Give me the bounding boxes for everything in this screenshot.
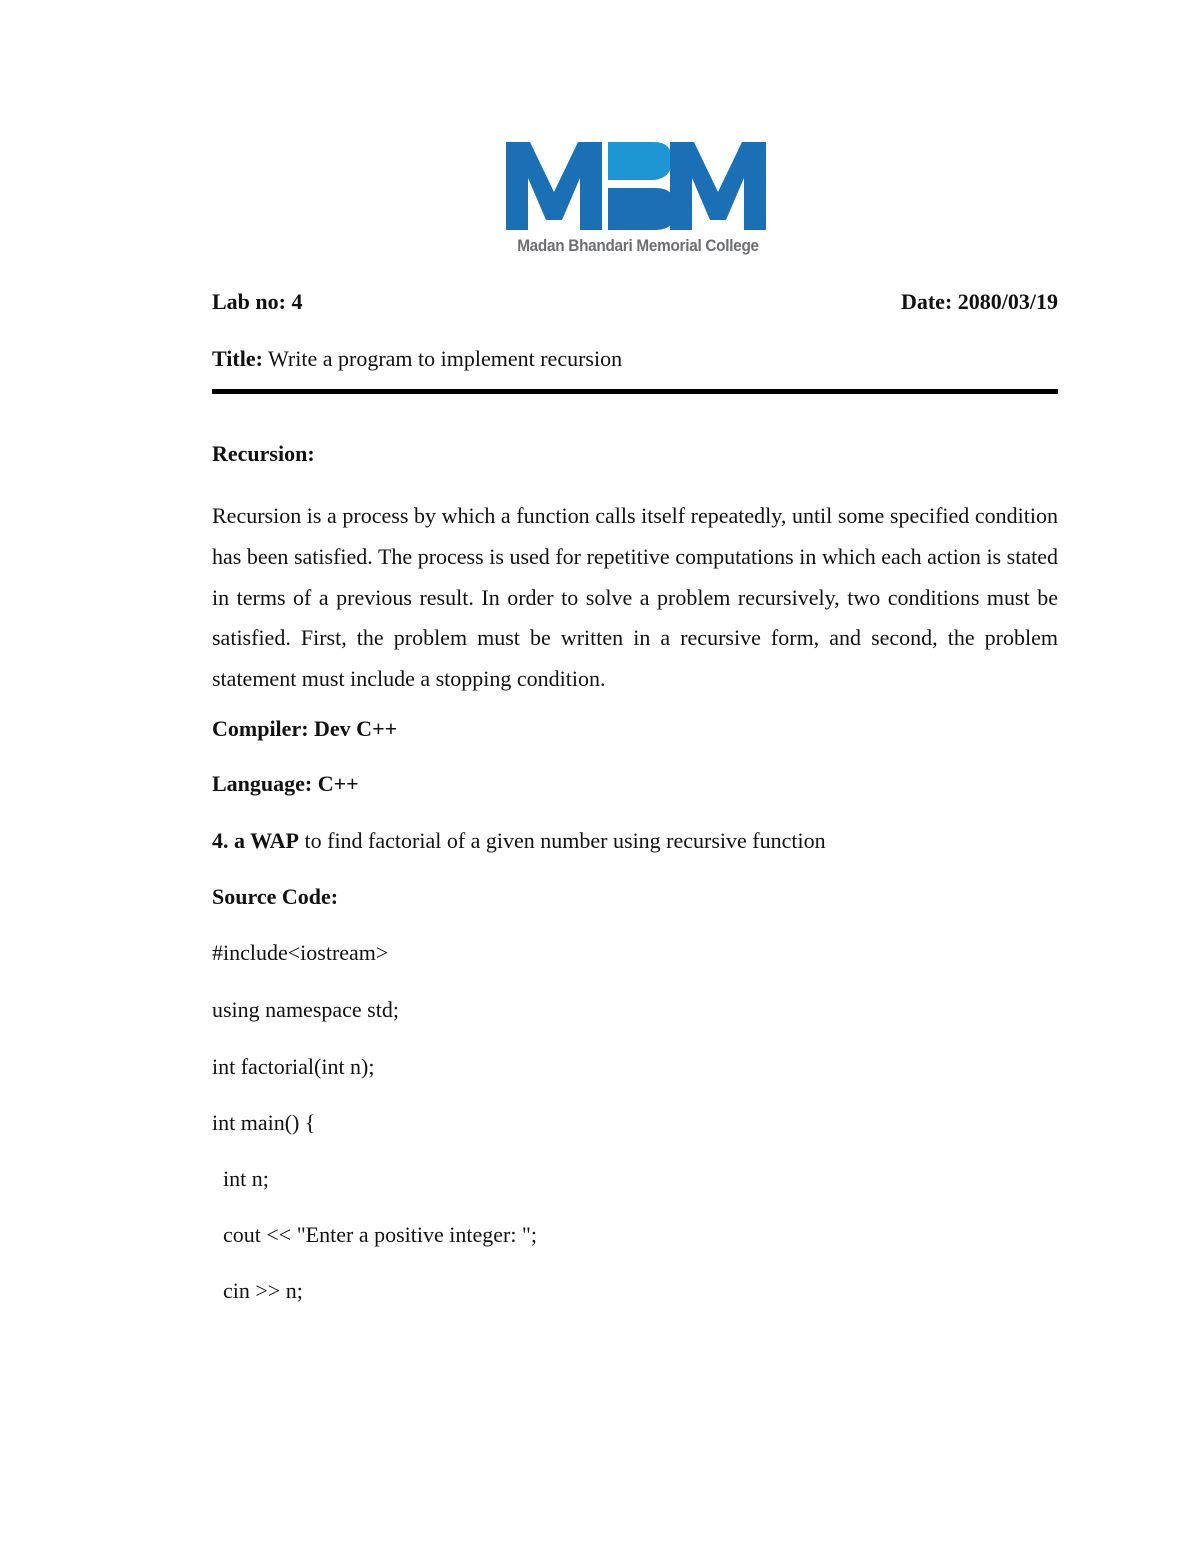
language-line: Language: C++ [212,771,359,796]
college-name-caption: Madan Bhandari Memorial College [517,236,759,255]
lab-date: Date: 2080/03/19 [900,289,1058,314]
question-line [212,828,826,854]
code-line: cin >> n; [223,1278,303,1303]
code-line: cout << "Enter a positive integer: "; [223,1222,538,1247]
code-line: #include<iostream> [212,940,389,965]
source-code-heading: Source Code: [212,884,339,909]
title-line [212,346,622,372]
lab-row [212,289,1058,315]
recursion-heading: Recursion: [212,441,315,466]
lab-number: Lab no: 4 [212,289,303,314]
compiler-line: Compiler: Dev C++ [212,716,398,741]
horizontal-rule [212,389,1058,394]
code-line: int n; [223,1166,269,1191]
mbm-logo-icon [504,140,768,232]
question-number: 4. a WAP [212,828,299,853]
college-logo [504,140,768,262]
code-line: int main() { [212,1110,316,1135]
title-label: Title: [212,346,263,371]
code-line: int factorial(int n); [212,1054,375,1079]
code-line: using namespace std; [212,997,399,1022]
recursion-paragraph: Recursion is a process by which a function calls itself repeatedly, until some specified condition has been satisfied. The process is used for repetitive computations in which each action is stated in terms of a previous result. In order to solve a problem recursively, two conditions must be satisfied. First, the problem must be written in a recursive form, and second, the problem statement must include a stopping condition. [212,503,1058,692]
question-text: to find factorial of a given number using recursive function [304,828,826,853]
title-text: Write a program to implement recursion [268,346,623,371]
